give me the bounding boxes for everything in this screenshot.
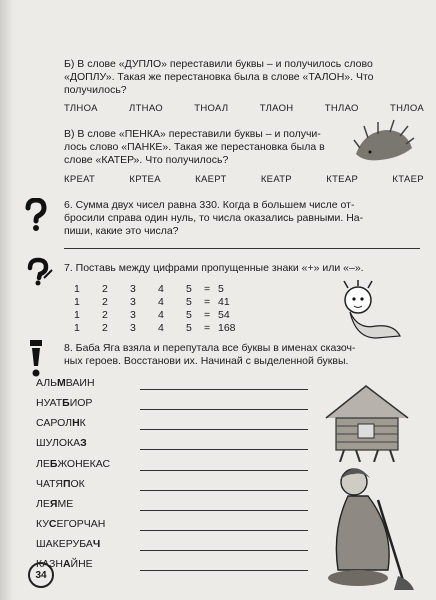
task-b-line-1: Б) В слове «ДУПЛО» переставили буквы – и получилось слово — [64, 58, 373, 70]
scrambled-word: КУСЕГОРЧАН — [36, 518, 106, 530]
task-6-line-3: пиши, какие это числа? — [64, 225, 179, 237]
option: ТНЛОА — [390, 103, 424, 114]
page-number: 34 — [28, 562, 54, 588]
answer-line[interactable] — [140, 409, 308, 410]
scrambled-word: ШУЛОКАЗ — [36, 437, 87, 449]
option: КТАЕР — [392, 174, 424, 185]
answer-line[interactable] — [64, 248, 420, 249]
scrambled-word: ЧАТЯПОК — [36, 478, 85, 490]
task-6-line-2: бросили справа один нуль, то числа оказались равными. На- — [64, 212, 364, 224]
option: КТЕАР — [326, 174, 359, 185]
equation-row: 1 2 3 4 5 = 168 — [74, 322, 236, 334]
equation-row: 1 2 3 4 5 = 41 — [74, 296, 230, 308]
pencil-question-icon — [24, 256, 54, 286]
task-6-line-1: 6. Сумма двух чисел равна 330. Когда в большем числе от- — [64, 199, 355, 211]
task-v-line-1: В) В слове «ПЕНКА» переставили буквы – и получи- — [64, 128, 321, 140]
task-v-options — [64, 174, 424, 185]
scrambled-word: КАЗНАЙНЕ — [36, 558, 93, 570]
scrambled-word: САРОЛНК — [36, 417, 86, 429]
child-character-illustration — [336, 280, 408, 342]
answer-line[interactable] — [140, 470, 308, 471]
answer-line[interactable] — [140, 510, 308, 511]
option: ТЛАОН — [259, 103, 294, 114]
answer-line[interactable] — [140, 530, 308, 531]
equation-row: 1 2 3 4 5 = 54 — [74, 309, 230, 321]
equation-row: 1 2 3 4 5 = 5 — [74, 283, 224, 295]
option: КАЕРТ — [195, 174, 227, 185]
task-8-line-1: 8. Баба Яга взяла и перепутала все буквы в именах сказоч- — [64, 342, 356, 354]
scrambled-word: ЛЕЯМЕ — [36, 498, 74, 510]
task-v-line-3: слове «КАТЕР». Что получилось? — [64, 154, 229, 166]
answer-line[interactable] — [140, 570, 308, 571]
task-7-title: 7. Поставь между цифрами пропущенные знаки «+» или «–». — [64, 262, 364, 274]
task-v-line-2: лось слово «ПАНКЕ». Такая же перестановка была в — [64, 141, 325, 153]
exclamation-icon — [26, 336, 46, 380]
answer-line[interactable] — [140, 429, 308, 430]
answer-line[interactable] — [140, 490, 308, 491]
scrambled-word: ШАКЕРУБАЧ — [36, 538, 101, 550]
option: ТНЛАО — [324, 103, 359, 114]
scrambled-word: АЛЬМВАИН — [36, 377, 95, 389]
scrambled-word: НУАТБИОР — [36, 397, 93, 409]
answer-line[interactable] — [140, 550, 308, 551]
task-b-options — [64, 103, 424, 114]
option: ТНОАЛ — [194, 103, 229, 114]
task-b-line-3: получилось? — [64, 84, 127, 96]
option: ЛТНАО — [129, 103, 163, 114]
hedgehog-illustration — [350, 118, 416, 166]
option: КРТЕА — [129, 174, 161, 185]
option: ТЛНОА — [64, 103, 98, 114]
baba-yaga-illustration — [318, 460, 418, 590]
option: КЕАТР — [260, 174, 292, 185]
scrambled-word: ЛЕБЖОНЕКАС — [36, 458, 111, 470]
answer-line[interactable] — [140, 449, 308, 450]
option: КРЕАТ — [64, 174, 96, 185]
question-mark-icon — [24, 198, 48, 232]
hut-illustration — [316, 378, 416, 462]
page-edge — [0, 0, 14, 600]
answer-line[interactable] — [140, 389, 308, 390]
task-b-line-2: «ДОПЛУ». Такая же перестановка была в слове «ТАЛОН». Что — [64, 71, 374, 83]
task-8-line-2: ных героев. Восстанови их. Начинай с выделенной буквы. — [64, 355, 349, 367]
